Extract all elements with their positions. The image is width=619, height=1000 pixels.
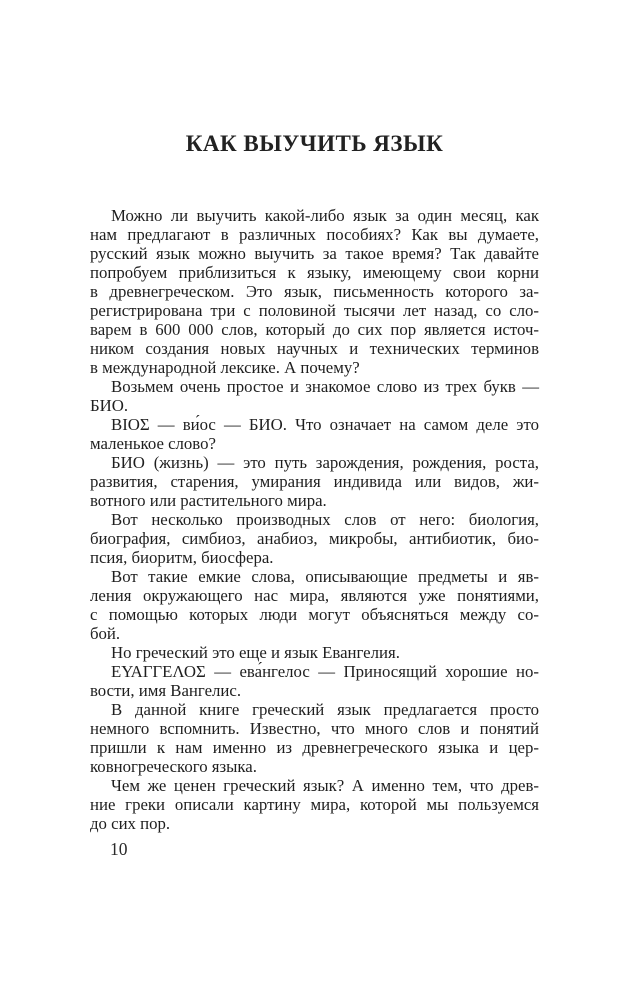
text-line: вости, имя Вангелис. xyxy=(90,681,242,700)
paragraph xyxy=(90,510,539,567)
text-line: Чем же ценен греческий язык? А именно тем, что древ- xyxy=(111,776,539,795)
text-line: в международной лексике. А почему? xyxy=(90,358,360,377)
text-line: В данной книге греческий язык предлагается просто xyxy=(111,700,539,719)
text-line: ΒΙΟΣ — ви́ос — БИО. Что означает на самом деле это xyxy=(111,415,539,434)
text-line: ковногреческого языка. xyxy=(90,757,257,776)
body-text xyxy=(90,206,539,833)
text-line: ΕΥΑΓΓΕΛΟΣ — ева́нгелос — Приносящий хорошие но- xyxy=(111,662,539,681)
text-line: биография, симбиоз, анабиоз, микробы, антибиотик, био- xyxy=(90,529,539,548)
paragraph xyxy=(90,643,539,662)
paragraph xyxy=(90,377,539,415)
paragraph xyxy=(90,453,539,510)
paragraph xyxy=(90,662,539,700)
paragraph xyxy=(90,415,539,453)
text-line: русский язык можно выучить за такое время? Так давайте xyxy=(90,244,539,263)
text-line: нам предлагают в различных пособиях? Как вы думаете, xyxy=(90,225,539,244)
paragraph xyxy=(90,776,539,833)
text-line: Возьмем очень простое и знакомое слово из трех букв — xyxy=(111,377,539,396)
text-line: Вот несколько производных слов от него: биология, xyxy=(111,510,539,529)
paragraph xyxy=(90,567,539,643)
text-line: до сих пор. xyxy=(90,814,171,833)
text-line: ления окружающего нас мира, являются уже понятиями, xyxy=(90,586,539,605)
chapter-title: КАК ВЫУЧИТЬ ЯЗЫК xyxy=(185,131,444,156)
text-line: Но греческий это еще и язык Евангелия. xyxy=(111,643,400,662)
text-line: регистрирована три с половиной тысячи лет назад, со сло- xyxy=(90,301,539,320)
text-line: вотного или растительного мира. xyxy=(90,491,327,510)
text-line: Вот такие емкие слова, описывающие предметы и яв- xyxy=(111,567,539,586)
page-number: 10 xyxy=(110,839,128,859)
text-line: бой. xyxy=(90,624,121,643)
paragraph xyxy=(90,700,539,776)
text-line: с помощью которых люди могут объясняться между со- xyxy=(90,605,539,624)
text-line: пришли к нам именно из древнегреческого языка и цер- xyxy=(90,738,539,757)
text-line: Можно ли выучить какой-либо язык за один месяц, как xyxy=(111,206,539,225)
text-line: немного вспомнить. Известно, что много слов и понятий xyxy=(90,719,539,738)
text-line: развития, старения, умирания индивида или видов, жи- xyxy=(90,472,539,491)
text-line: варем в 600 000 слов, который до сих пор является источ- xyxy=(90,320,539,339)
text-line: ником создания новых научных и технических терминов xyxy=(90,339,539,358)
text-line: БИО (жизнь) — это путь зарождения, рождения, роста, xyxy=(111,453,539,472)
text-line: попробуем приблизиться к языку, имеющему свои корни xyxy=(90,263,539,282)
paragraph xyxy=(90,206,539,377)
text-line: псия, биоритм, биосфера. xyxy=(90,548,274,567)
text-line: ние греки описали картину мира, которой мы пользуемся xyxy=(90,795,539,814)
text-line: в древнегреческом. Это язык, письменность которого за- xyxy=(90,282,539,301)
text-line: маленькое слово? xyxy=(90,434,216,453)
text-line: БИО. xyxy=(90,396,129,415)
